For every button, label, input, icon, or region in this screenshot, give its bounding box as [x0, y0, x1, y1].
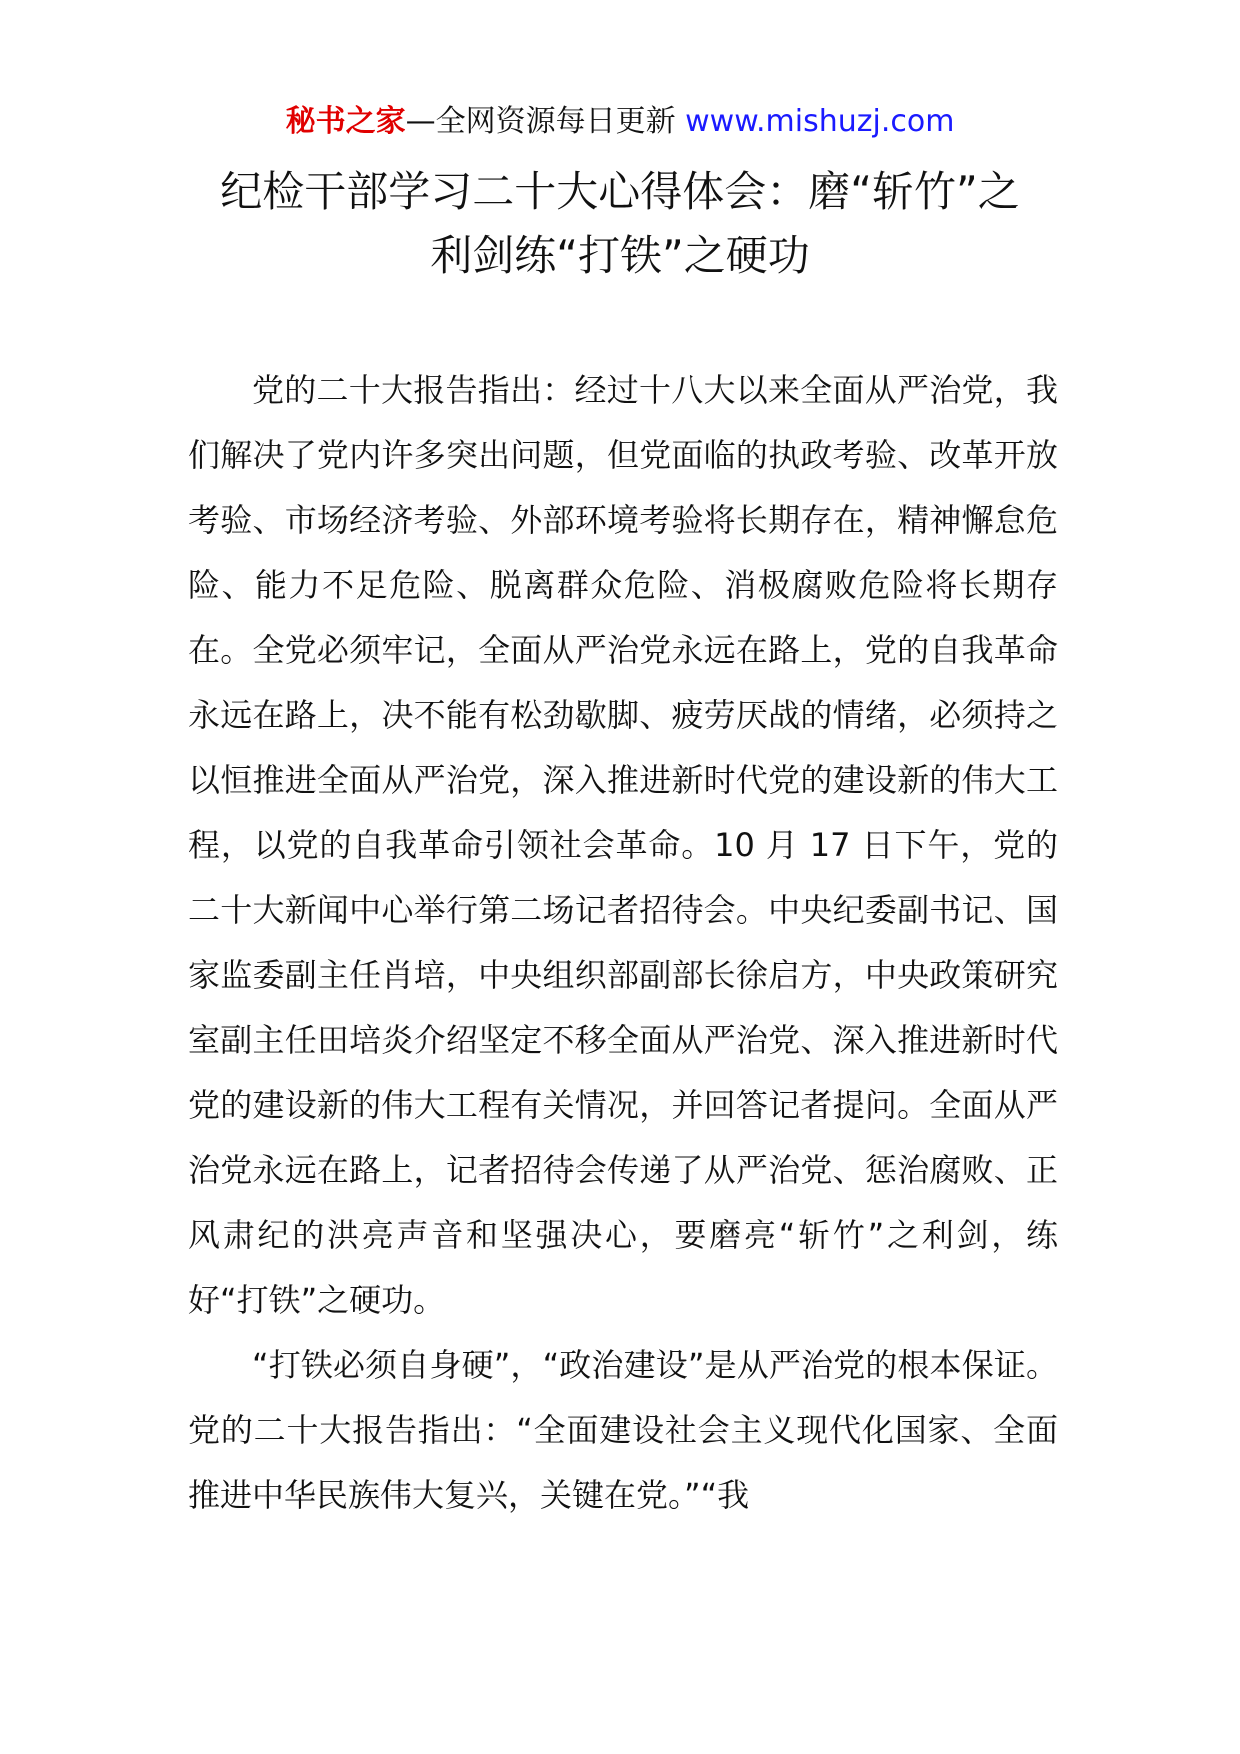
document-title: 纪检干部学习二十大心得体会：磨“斩竹”之利剑练“打铁”之硬功	[220, 167, 1020, 280]
paragraph: “打铁必须自身硬”，“政治建设”是从严治党的根本保证。党的二十大报告指出：“全面建设社会主义现代化国家、全面推进中华民族伟大复兴，关键在党。”“我	[188, 1346, 1058, 1514]
document-body	[188, 358, 1058, 1528]
site-url-link[interactable]: www.mishuzj.com	[685, 104, 955, 139]
paragraph: 党的二十大报告指出：经过十八大以来全面从严治党，我们解决了党内许多突出问题，但党面临的执政考验、改革开放考验、市场经济考验、外部环境考验将长期存在，精神懈怠危险、能力不足危险、脱离群众危险、消极腐败危险将长期存在。全党必须牢记，全面从严治党永远在路上，党的自我革命永远在路上，决不能有松劲歇脚、疲劳厌战的情绪，必须持之以恒推进全面从严治党，深入推进新时代党的建设新的伟大工程，以党的自我革命引领社会革命。10 月 17 日下午，党的二十大新闻中心举行第二场记者招待会。中央纪委副书记、国家监委副主任肖培，中央组织部副部长徐启方，中央政策研究室副主任田培炎介绍坚定不移全面从严治党、深入推进新时代党的建设新的伟大工程有关情况，并回答记者提问。全面从严治党永远在路上，记者招待会传递了从严治党、惩治腐败、正风肃纪的洪亮声音和坚强决心，要磨亮“斩竹”之利剑，练好“打铁”之硬功。	[188, 371, 1058, 1319]
brand-name: 秘书之家	[285, 104, 406, 139]
watermark-header	[0, 102, 1240, 142]
header-tagline: —全网资源每日更新	[405, 104, 686, 139]
